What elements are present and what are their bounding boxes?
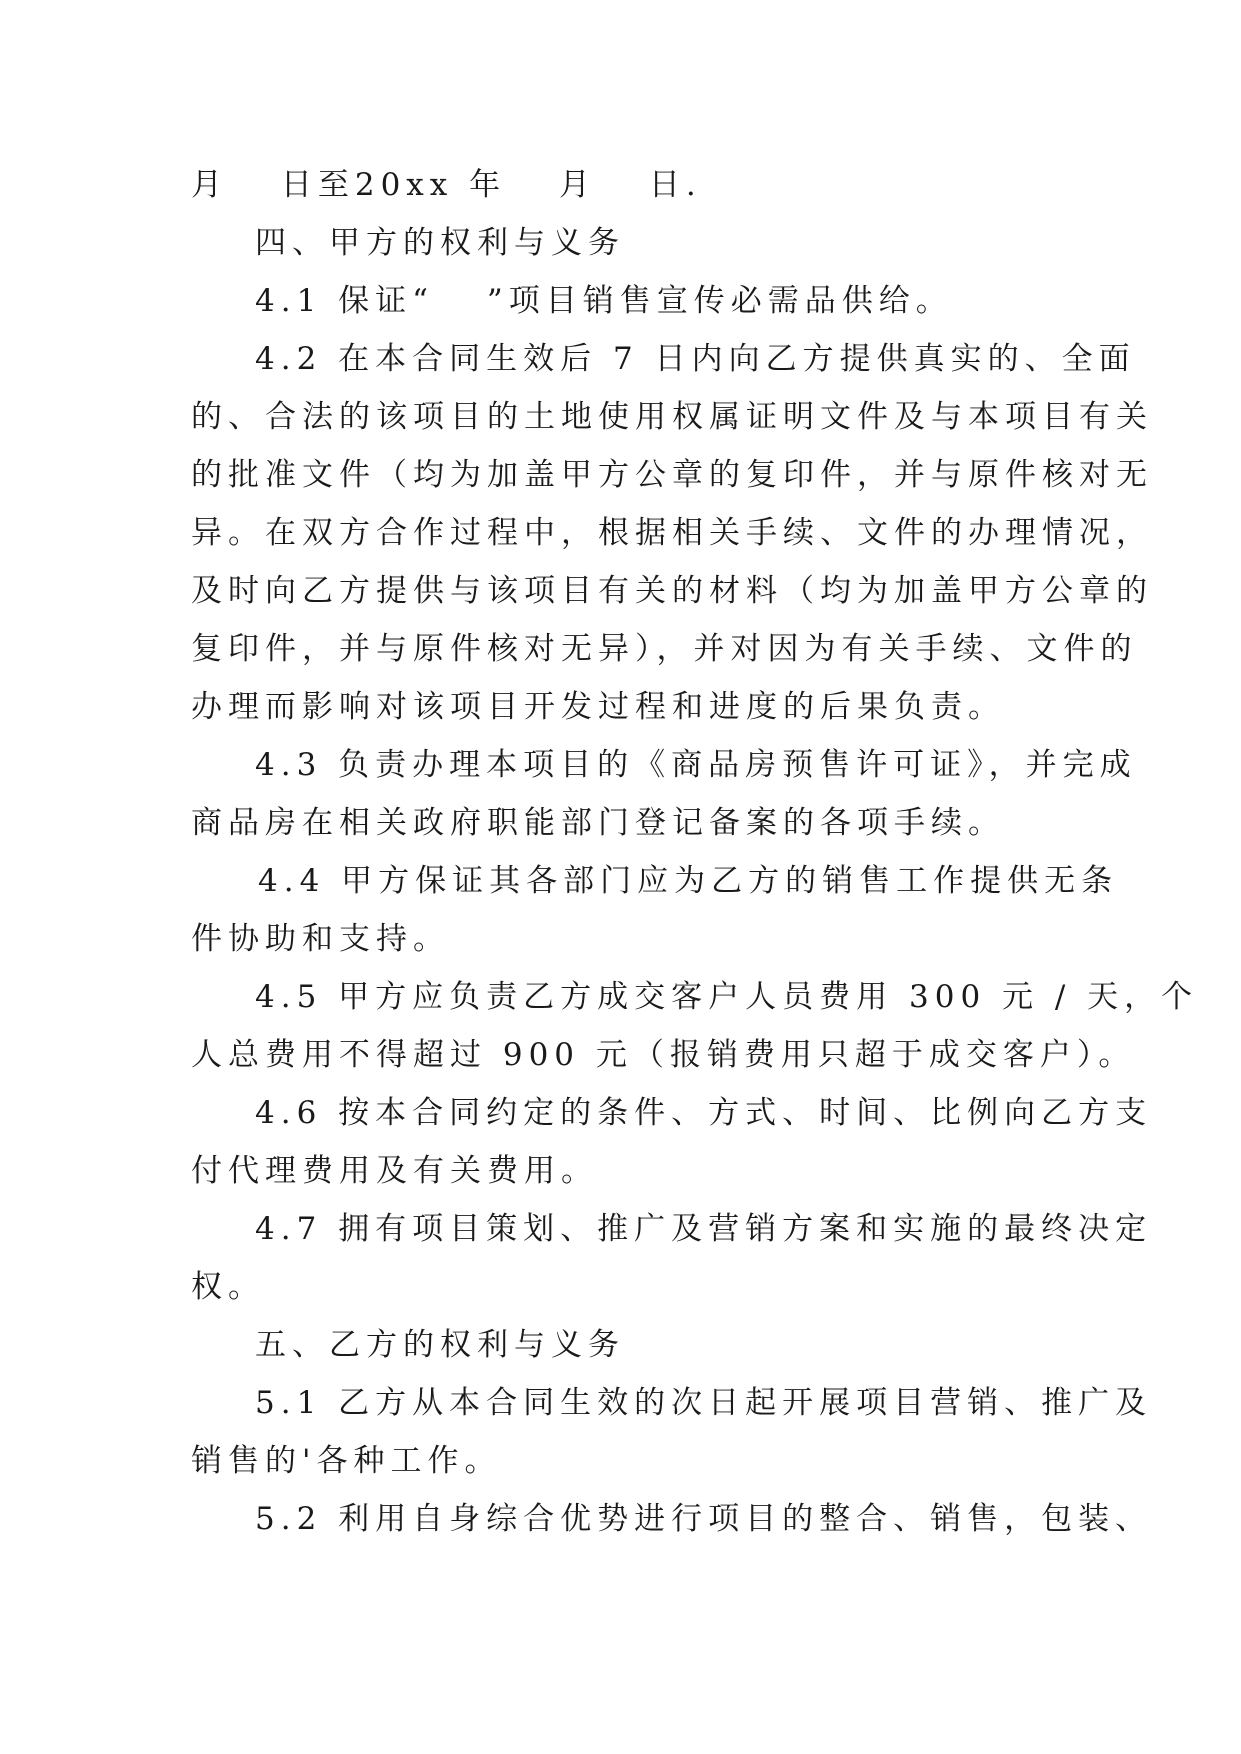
text-line: 办理而影响对该项目开发过程和进度的后果负责。 bbox=[191, 689, 1005, 725]
text-line: 付代理费用及有关费用。 bbox=[191, 1153, 598, 1189]
text-line: 的批准文件（均为加盖甲方公章的复印件，并与原件核对无 bbox=[191, 457, 1153, 493]
text-line: 及时向乙方提供与该项目有关的材料（均为加盖甲方公章的 bbox=[191, 573, 1153, 609]
clause-4-7: 4.7 拥有项目策划、推广及营销方案和实施的最终决定 bbox=[255, 1211, 1153, 1247]
text-line: 的、合法的该项目的土地使用权属证明文件及与本项目有关 bbox=[191, 399, 1153, 435]
clause-4-1: 4.1 保证“ ”项目销售宣传必需品供给。 bbox=[255, 283, 953, 319]
text-line: 权。 bbox=[191, 1269, 265, 1305]
text-line: 复印件，并与原件核对无异），并对因为有关手续、文件的 bbox=[191, 631, 1138, 667]
clause-4-4: 4.4 甲方保证其各部门应为乙方的销售工作提供无条 bbox=[258, 863, 1119, 899]
text-line: 销售的'各种工作。 bbox=[191, 1443, 502, 1479]
clause-4-6: 4.6 按本合同约定的条件、方式、时间、比例向乙方支 bbox=[255, 1095, 1153, 1131]
clause-4-3: 4.3 负责办理本项目的《商品房预售许可证》，并完成 bbox=[255, 747, 1137, 783]
text-line: 人总费用不得超过 900 元（报销费用只超于成交客户）。 bbox=[191, 1037, 1136, 1073]
clause-4-2: 4.2 在本合同生效后 7 日内向乙方提供真实的、全面 bbox=[255, 341, 1136, 377]
section-heading: 四、甲方的权利与义务 bbox=[255, 225, 625, 261]
text-line: 商品房在相关政府职能部门登记备案的各项手续。 bbox=[191, 805, 1005, 841]
section-heading: 五、乙方的权利与义务 bbox=[255, 1327, 625, 1363]
clause-4-5: 4.5 甲方应负责乙方成交客户人员费用 300 元 / 天，个 bbox=[255, 979, 1199, 1015]
text-line: 件协助和支持。 bbox=[191, 921, 450, 957]
clause-5-1: 5.1 乙方从本合同生效的次日起开展项目营销、推广及 bbox=[255, 1385, 1153, 1421]
text-line: 异。在双方合作过程中，根据相关手续、文件的办理情况， bbox=[191, 515, 1153, 551]
clause-5-2: 5.2 利用自身综合优势进行项目的整合、销售，包装、 bbox=[255, 1501, 1153, 1537]
text-line: 月 日至20xx 年 月 日. bbox=[191, 167, 702, 203]
